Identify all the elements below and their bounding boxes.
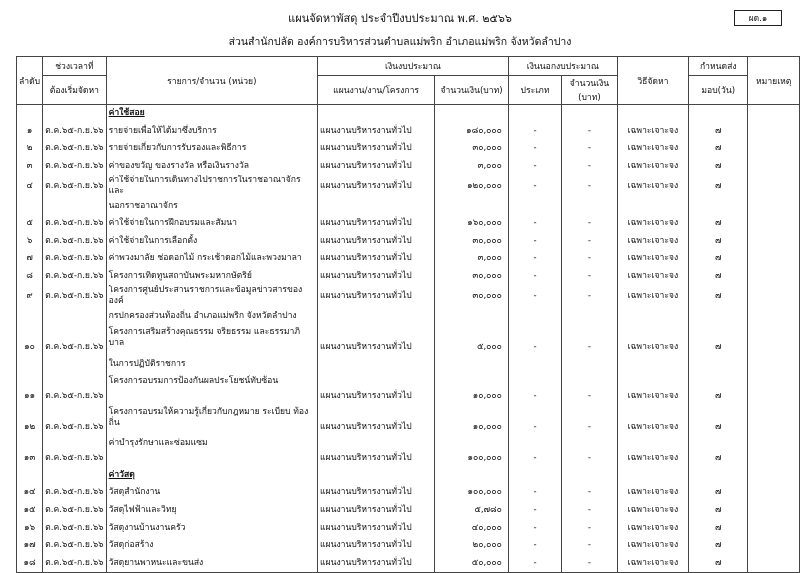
header-extra-budget: เงินนอกงบประมาณ [508,57,617,76]
row-plan [318,467,435,485]
row-remark [748,197,800,215]
row-plan: แผนงานบริหารงานทั่วไป [318,250,435,268]
row-amount: ๓,๐๐๐ [435,250,509,268]
row-period: ต.ค.๖๕-ก.ย.๖๖ [43,405,106,436]
row-plan: แผนงานบริหารงานทั่วไป [318,140,435,158]
row-item: วัสดุก่อสร้าง [106,537,317,555]
row-seq: ๑๑ [17,374,43,405]
row-remark [748,555,800,573]
row-amount: ๕,๐๐๐ [435,325,509,356]
row-extra-amount: - [562,537,618,555]
row-seq: ๘ [17,268,43,286]
continuation-row [17,197,800,215]
page-title: แผนจัดหาพัสดุ ประจำปีงบประมาณ พ.ศ. ๒๕๖๖ [288,12,512,25]
row-amount: ๑๘๐,๐๐๐ [435,123,509,141]
row-remark [748,356,800,374]
row-type: - [508,285,561,307]
row-remark [748,374,800,405]
table-body [17,105,800,573]
row-seq: ๓ [17,158,43,176]
row-plan: แผนงานบริหารงานทั่วไป [318,325,435,356]
row-method: เฉพาะเจาะจง [617,436,688,467]
row-seq: ๖ [17,233,43,251]
row-item: ค่าของขวัญ ของรางวัล หรือเงินรางวัล [106,158,317,176]
row-seq: ๑๔ [17,484,43,502]
row-seq [17,356,43,374]
row-type: - [508,436,561,467]
row-method [617,467,688,485]
row-days: ๗ [689,502,748,520]
row-method [617,307,688,325]
row-extra-amount: - [562,374,618,405]
row-extra-amount [562,197,618,215]
row-days: ๗ [689,374,748,405]
row-days [689,105,748,123]
row-type: - [508,123,561,141]
row-period: ต.ค.๖๕-ก.ย.๖๖ [43,268,106,286]
table-row [17,502,800,520]
row-type: - [508,158,561,176]
header-extra-amount-bottom: (บาท) [578,93,601,103]
row-days: ๗ [689,436,748,467]
row-period: ต.ค.๖๕-ก.ย.๖๖ [43,215,106,233]
row-plan: แผนงานบริหารงานทั่วไป [318,215,435,233]
row-method: เฉพาะเจาะจง [617,140,688,158]
row-item: วัสดุไฟฟ้าและวิทยุ [106,502,317,520]
row-days: ๗ [689,484,748,502]
row-plan: แผนงานบริหารงานทั่วไป [318,555,435,573]
row-period: ต.ค.๖๕-ก.ย.๖๖ [43,519,106,537]
row-item: โครงการศูนย์ประสานราชการและข้อมูลข่าวสารขององค์ [106,285,317,307]
row-extra-amount: - [562,123,618,141]
row-plan: แผนงานบริหารงานทั่วไป [318,405,435,436]
row-period: ต.ค.๖๕-ก.ย.๖๖ [43,123,106,141]
row-type: - [508,405,561,436]
row-seq: ๑๘ [17,555,43,573]
row-days: ๗ [689,158,748,176]
row-plan: แผนงานบริหารงานทั่วไป [318,285,435,307]
row-type: - [508,519,561,537]
row-remark [748,268,800,286]
procurement-plan-sheet [16,56,800,573]
row-period: ต.ค.๖๕-ก.ย.๖๖ [43,374,106,405]
table-row [17,233,800,251]
row-extra-amount: - [562,325,618,356]
row-item: วัสดุงานบ้านงานครัว [106,519,317,537]
continuation-row [17,307,800,325]
row-amount: ๕,๗๘๐ [435,502,509,520]
row-type: - [508,215,561,233]
row-seq: ๔ [17,175,43,197]
row-item: โครงการอบรมการป้องกันผลประโยชน์ทับซ้อน [106,374,317,405]
table-row [17,519,800,537]
row-days: ๗ [689,250,748,268]
row-amount: ๑๐๐,๐๐๐ [435,484,509,502]
row-type: - [508,537,561,555]
table-row [17,325,800,356]
row-type [508,307,561,325]
row-remark [748,140,800,158]
row-days: ๗ [689,285,748,307]
row-seq: ๑๕ [17,502,43,520]
row-days: ๗ [689,555,748,573]
row-seq [17,467,43,485]
row-seq: ๑๗ [17,537,43,555]
table-row [17,374,800,405]
row-item: รายจ่ายเพื่อให้ได้มาซึ่งบริการ [106,123,317,141]
row-type: - [508,140,561,158]
row-type: - [508,268,561,286]
row-days: ๗ [689,519,748,537]
row-period: ต.ค.๖๕-ก.ย.๖๖ [43,537,106,555]
header-period-bottom: ต้องเริ่มจัดหา [43,76,106,105]
row-period: ต.ค.๖๕-ก.ย.๖๖ [43,325,106,356]
row-item: โครงการเทิดทูนสถาบันพระมหากษัตริย์ [106,268,317,286]
row-seq: ๕ [17,215,43,233]
row-period: ต.ค.๖๕-ก.ย.๖๖ [43,233,106,251]
row-item: ค่าใช้จ่ายในการเดินทางไปราชการในราชอาณาจักรและ [106,175,317,197]
row-extra-amount: - [562,484,618,502]
row-item: วัสดุสำนักงาน [106,484,317,502]
row-seq: ๑ [17,123,43,141]
continuation-row [17,356,800,374]
row-extra-amount: - [562,250,618,268]
row-amount: ๔๐,๐๐๐ [435,519,509,537]
row-extra-amount: - [562,405,618,436]
row-remark [748,215,800,233]
row-type: - [508,175,561,197]
row-amount: ๑๒๐,๐๐๐ [435,175,509,197]
header-deadline-top: กำหนดส่ง [689,57,748,76]
row-method: เฉพาะเจาะจง [617,325,688,356]
table-row [17,537,800,555]
row-item: นอกราชอาณาจักร [106,197,317,215]
row-period: ต.ค.๖๕-ก.ย.๖๖ [43,502,106,520]
row-type [508,105,561,123]
row-method: เฉพาะเจาะจง [617,519,688,537]
row-type: - [508,484,561,502]
row-remark [748,325,800,356]
row-method: เฉพาะเจาะจง [617,285,688,307]
row-period: ต.ค.๖๕-ก.ย.๖๖ [43,285,106,307]
row-method: เฉพาะเจาะจง [617,123,688,141]
row-plan: แผนงานบริหารงานทั่วไป [318,519,435,537]
row-item: ค่าพวงมาลัย ช่อดอกไม้ กระเช้าดอกไม้และพวงมาลา [106,250,317,268]
row-type [508,467,561,485]
row-amount: ๓๐,๐๐๐ [435,285,509,307]
row-days [689,307,748,325]
row-type: - [508,233,561,251]
row-amount: ๓๐,๐๐๐ [435,140,509,158]
row-method: เฉพาะเจาะจง [617,250,688,268]
row-plan [318,197,435,215]
table-row [17,436,800,467]
row-plan: แผนงานบริหารงานทั่วไป [318,123,435,141]
row-method [617,197,688,215]
table-row [17,268,800,286]
header-remark: หมายเหตุ [748,57,800,105]
row-days: ๗ [689,123,748,141]
row-period: ต.ค.๖๕-ก.ย.๖๖ [43,158,106,176]
row-days: ๗ [689,175,748,197]
row-period: ต.ค.๖๕-ก.ย.๖๖ [43,250,106,268]
row-remark [748,250,800,268]
row-item: ค่าใช้จ่ายในการเลือกตั้ง [106,233,317,251]
row-days: ๗ [689,537,748,555]
row-method: เฉพาะเจาะจง [617,268,688,286]
row-extra-amount: - [562,158,618,176]
table-header [17,57,800,105]
row-remark [748,175,800,197]
row-extra-amount: - [562,555,618,573]
row-extra-amount [562,105,618,123]
form-code-badge: ผด.๑ [734,10,782,26]
row-days: ๗ [689,405,748,436]
section-row [17,467,800,485]
table-row [17,215,800,233]
header-period-top: ช่วงเวลาที่ [43,57,106,76]
row-days: ๗ [689,325,748,356]
row-plan [318,356,435,374]
header-method: วิธีจัดหา [617,57,688,105]
row-extra-amount: - [562,140,618,158]
row-period [43,197,106,215]
table-row [17,484,800,502]
row-amount: ๓๐,๐๐๐ [435,233,509,251]
table-row [17,285,800,307]
row-method: เฉพาะเจาะจง [617,374,688,405]
row-plan: แผนงานบริหารงานทั่วไป [318,233,435,251]
row-period: ต.ค.๖๕-ก.ย.๖๖ [43,175,106,197]
section-row [17,105,800,123]
row-days: ๗ [689,268,748,286]
row-remark [748,519,800,537]
row-seq: ๑๖ [17,519,43,537]
row-period [43,467,106,485]
row-amount: ๑๐,๐๐๐ [435,405,509,436]
row-extra-amount [562,307,618,325]
table-row [17,140,800,158]
table-row [17,405,800,436]
row-plan: แผนงานบริหารงานทั่วไป [318,158,435,176]
row-period [43,105,106,123]
row-remark [748,285,800,307]
header-deadline-bottom: มอบ(วัน) [689,76,748,105]
row-amount [435,307,509,325]
row-days [689,467,748,485]
row-item: กรปกครองส่วนท้องถิ่น อำเภอแม่พริก จังหวัดลำปาง [106,307,317,325]
row-type: - [508,502,561,520]
row-extra-amount: - [562,436,618,467]
row-method [617,105,688,123]
row-seq: ๑๐ [17,325,43,356]
row-remark [748,105,800,123]
row-method: เฉพาะเจาะจง [617,502,688,520]
row-days: ๗ [689,140,748,158]
header-type: ประเภท [508,76,561,105]
row-type: - [508,555,561,573]
row-item: ค่าใช้สอย [106,105,317,123]
row-extra-amount: - [562,285,618,307]
row-amount: ๒๐,๐๐๐ [435,537,509,555]
row-item: ในการปฏิบัติราชการ [106,356,317,374]
table-row [17,175,800,197]
row-method: เฉพาะเจาะจง [617,233,688,251]
row-plan [318,307,435,325]
row-period: ต.ค.๖๕-ก.ย.๖๖ [43,555,106,573]
row-amount: ๓,๐๐๐ [435,158,509,176]
row-type: - [508,374,561,405]
row-item: ค่าบำรุงรักษาและซ่อมแซม [106,436,317,467]
row-extra-amount: - [562,175,618,197]
row-type [508,356,561,374]
row-item: ค่าวัสดุ [106,467,317,485]
row-seq: ๙ [17,285,43,307]
row-amount: ๑๐,๐๐๐ [435,374,509,405]
row-period [43,356,106,374]
row-seq [17,197,43,215]
row-remark [748,467,800,485]
row-amount: ๑๐๐,๐๐๐ [435,436,509,467]
row-seq: ๑๒ [17,405,43,436]
header-seq: ลำดับ [17,57,43,105]
row-seq: ๗ [17,250,43,268]
header-plan: แผนงาน/งาน/โครงการ [318,76,435,105]
row-type: - [508,250,561,268]
row-extra-amount [562,467,618,485]
row-days [689,197,748,215]
row-days [689,356,748,374]
row-plan [318,105,435,123]
row-remark [748,537,800,555]
page-subtitle: ส่วนสำนักปลัด องค์การบริหารส่วนตำบลแม่พริก อำเภอแม่พริก จังหวัดลำปาง [228,36,572,48]
row-remark [748,233,800,251]
row-plan: แผนงานบริหารงานทั่วไป [318,484,435,502]
row-seq [17,307,43,325]
table-row [17,123,800,141]
row-remark [748,307,800,325]
row-seq: ๒ [17,140,43,158]
table-row [17,158,800,176]
row-plan: แผนงานบริหารงานทั่วไป [318,268,435,286]
row-extra-amount: - [562,519,618,537]
row-amount: ๑๖๐,๐๐๐ [435,215,509,233]
row-amount [435,356,509,374]
row-plan: แผนงานบริหารงานทั่วไป [318,175,435,197]
row-type [508,197,561,215]
row-method: เฉพาะเจาะจง [617,158,688,176]
row-remark [748,436,800,467]
row-period: ต.ค.๖๕-ก.ย.๖๖ [43,436,106,467]
row-period: ต.ค.๖๕-ก.ย.๖๖ [43,484,106,502]
row-item: โครงการอบรมให้ความรู้เกี่ยวกับกฎหมาย ระเบียบ ท้องถิ่น [106,405,317,436]
row-days: ๗ [689,215,748,233]
row-amount: ๓๐,๐๐๐ [435,268,509,286]
row-item: รายจ่ายเกี่ยวกับการรับรองและพิธีการ [106,140,317,158]
row-remark [748,123,800,141]
table-row [17,555,800,573]
row-method: เฉพาะเจาะจง [617,215,688,233]
row-extra-amount [562,356,618,374]
row-method: เฉพาะเจาะจง [617,484,688,502]
row-remark [748,484,800,502]
header-extra-amount-top: จำนวนเงิน [569,79,610,89]
row-remark [748,158,800,176]
row-amount [435,105,509,123]
row-item: ค่าใช้จ่ายในการฝึกอบรมและสัมนา [106,215,317,233]
row-item: วัสดุยานพาหนะและขนส่ง [106,555,317,573]
row-method: เฉพาะเจาะจง [617,555,688,573]
header-extra-amount [562,76,618,105]
row-amount [435,467,509,485]
row-amount: ๕๐,๐๐๐ [435,555,509,573]
header-item: รายการ/จำนวน (หน่วย) [106,57,317,105]
row-days: ๗ [689,233,748,251]
header-budget: เงินงบประมาณ [318,57,509,76]
row-method [617,356,688,374]
procurement-table [16,56,800,573]
header-amount: จำนวนเงิน(บาท) [435,76,509,105]
row-period: ต.ค.๖๕-ก.ย.๖๖ [43,140,106,158]
row-method: เฉพาะเจาะจง [617,405,688,436]
row-method: เฉพาะเจาะจง [617,537,688,555]
row-plan: แผนงานบริหารงานทั่วไป [318,374,435,405]
row-item: โครงการเสริมสร้างคุณธรรม จริยธรรม และธรรมาภิบาล [106,325,317,356]
row-remark [748,405,800,436]
row-plan: แผนงานบริหารงานทั่วไป [318,537,435,555]
row-period [43,307,106,325]
row-method: เฉพาะเจาะจง [617,175,688,197]
row-extra-amount: - [562,502,618,520]
row-seq [17,105,43,123]
row-extra-amount: - [562,215,618,233]
row-plan: แผนงานบริหารงานทั่วไป [318,436,435,467]
row-plan: แผนงานบริหารงานทั่วไป [318,502,435,520]
row-extra-amount: - [562,233,618,251]
row-extra-amount: - [562,268,618,286]
row-type: - [508,325,561,356]
row-remark [748,502,800,520]
row-seq: ๑๓ [17,436,43,467]
row-amount [435,197,509,215]
table-row [17,250,800,268]
